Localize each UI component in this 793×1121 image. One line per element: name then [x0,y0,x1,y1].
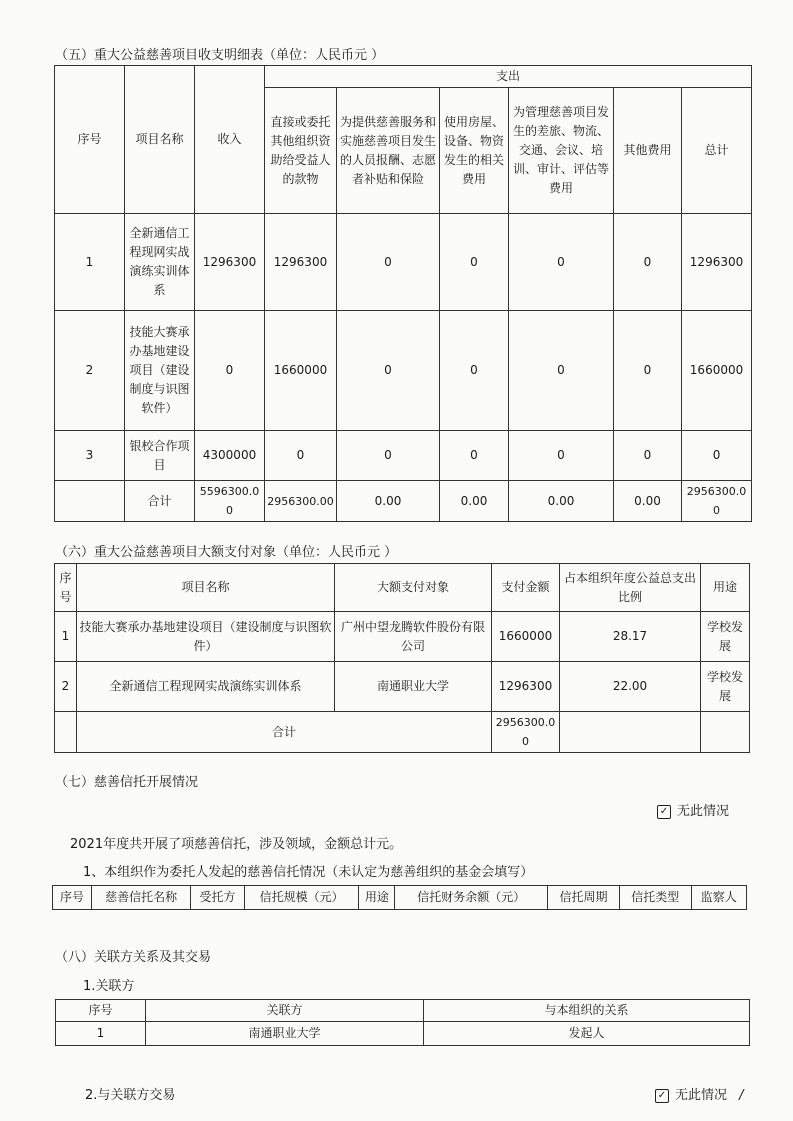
cell-payee: 南通职业大学 [335,662,492,712]
cell-amount: 1296300 [492,662,560,712]
header-trustee: 受托方 [191,886,244,910]
header-seq: 序号 [56,1000,146,1022]
cell-c6: 1660000 [682,311,752,431]
header-type: 信托类型 [619,886,691,910]
no-such-case-s7[interactable] [657,800,729,819]
header-c1: 直接或委托其他组织资助给受益人的款物 [265,88,337,214]
checkbox-checked-icon[interactable]: ✓ [657,805,671,819]
cell-c1: 1660000 [265,311,337,431]
table-row [55,612,750,662]
related-transaction-subtitle: 2.与关联方交易 [85,1088,176,1103]
total-label: 合计 [125,481,195,522]
header-scale: 信托规模（元） [244,886,359,910]
section7-title: （七）慈善信托开展情况 [55,775,199,790]
header-c2: 为提供慈善服务和实施慈善项目发生的人员报酬、志愿者补贴和保险 [337,88,440,214]
large-payment-table [54,563,750,753]
cell-c2: 0 [337,214,440,311]
cell-name: 技能大赛承办基地建设项目（建设制度与识图软件） [125,311,195,431]
header-party: 关联方 [146,1000,424,1022]
total-c3: 0.00 [440,481,509,522]
cell-c4: 0 [509,311,614,431]
header-name: 项目名称 [77,564,335,612]
table-row [56,1022,750,1046]
cell-name: 全新通信工程现网实战演练实训体系 [77,662,335,712]
cell-seq: 1 [55,612,77,662]
header-seq: 序号 [55,564,77,612]
header-amount: 支付金额 [492,564,560,612]
header-use: 用途 [359,886,395,910]
cell-use: 学校发展 [701,612,750,662]
total-income: 5596300.00 [195,481,265,522]
cell-c4: 0 [509,214,614,311]
cell-relation: 发起人 [424,1022,750,1046]
cell-name: 技能大赛承办基地建设项目（建设制度与识图软件） [77,612,335,662]
section6-title: （六）重大公益慈善项目大额支付对象（单位：人民币元 ） [55,545,398,560]
total-row [55,712,750,753]
trust-table [52,885,747,910]
cell-ratio: 28.17 [560,612,701,662]
header-c6: 总计 [682,88,752,214]
no-such-case-s8[interactable] [655,1084,744,1103]
cell-c1: 1296300 [265,214,337,311]
total-label: 合计 [77,712,492,753]
header-c4: 为管理慈善项目发生的差旅、物流、交通、会议、培训、审计、评估等费用 [509,88,614,214]
header-income: 收入 [195,66,265,214]
section5-title: （五）重大公益慈善项目收支明细表（单位：人民币元 ） [55,48,385,63]
cell-c1: 0 [265,431,337,481]
table-row [55,662,750,712]
trust-description: 2021年度共开展了项慈善信托，涉及领域，金额总计元。 [70,837,403,852]
cell-amount: 1660000 [492,612,560,662]
header-c5: 其他费用 [614,88,682,214]
cell-c3: 0 [440,431,509,481]
cell-c2: 0 [337,311,440,431]
slash-mark: / [739,1088,744,1103]
total-c5: 0.00 [614,481,682,522]
cell-seq: 1 [56,1022,146,1046]
header-expense: 支出 [265,66,752,88]
total-c4: 0.00 [509,481,614,522]
header-supervisor: 监察人 [691,886,746,910]
header-name: 项目名称 [125,66,195,214]
header-seq: 序号 [53,886,92,910]
checkbox-checked-icon[interactable]: ✓ [655,1089,669,1103]
cell-c2: 0 [337,431,440,481]
total-c1: 2956300.00 [265,481,337,522]
header-period: 信托周期 [548,886,620,910]
related-party-table [55,999,750,1046]
header-trust-name: 慈善信托名称 [91,886,190,910]
cell-income: 0 [195,311,265,431]
cell-c5: 0 [614,311,682,431]
cell-c3: 0 [440,214,509,311]
cell-income: 1296300 [195,214,265,311]
total-amount: 2956300.00 [492,712,560,753]
total-c6: 2956300.00 [682,481,752,522]
cell-seq: 2 [55,311,125,431]
header-relation: 与本组织的关系 [424,1000,750,1022]
cell-c5: 0 [614,431,682,481]
cell-use: 学校发展 [701,662,750,712]
cell-c5: 0 [614,214,682,311]
trust-subtitle: 1、本组织作为委托人发起的慈善信托情况（未认定为慈善组织的基金会填写） [83,865,534,880]
cell-name: 全新通信工程现网实战演练实训体系 [125,214,195,311]
no-such-case-label: 无此情况 [677,804,730,819]
cell-income: 4300000 [195,431,265,481]
cell-payee: 广州中望龙腾软件股份有限公司 [335,612,492,662]
total-row [55,481,752,522]
header-c3: 使用房屋、设备、物资发生的相关费用 [440,88,509,214]
cell-ratio: 22.00 [560,662,701,712]
income-expense-table [54,65,752,522]
header-payee: 大额支付对象 [335,564,492,612]
header-seq: 序号 [55,66,125,214]
cell-c6: 1296300 [682,214,752,311]
table-row [55,431,752,481]
header-ratio: 占本组织年度公益总支出比例 [560,564,701,612]
no-such-case-label: 无此情况 [675,1088,728,1103]
cell-seq: 1 [55,214,125,311]
cell-seq: 2 [55,662,77,712]
header-balance: 信托财务余额（元） [395,886,548,910]
cell-party: 南通职业大学 [146,1022,424,1046]
cell-c6: 0 [682,431,752,481]
cell-name: 银校合作项目 [125,431,195,481]
table-row [55,311,752,431]
related-party-subtitle: 1.关联方 [83,979,135,994]
cell-seq: 3 [55,431,125,481]
cell-c3: 0 [440,311,509,431]
table-row [55,214,752,311]
section8-title: （八）关联方关系及其交易 [55,950,212,965]
header-use: 用途 [701,564,750,612]
total-c2: 0.00 [337,481,440,522]
cell-c4: 0 [509,431,614,481]
